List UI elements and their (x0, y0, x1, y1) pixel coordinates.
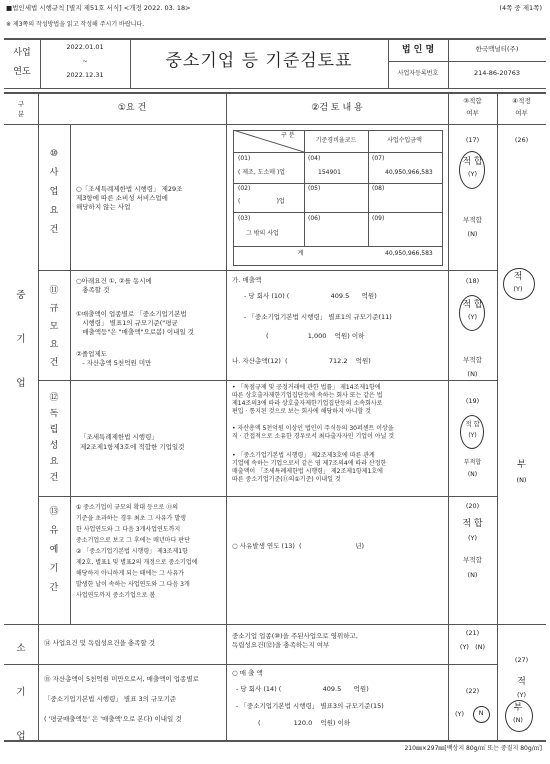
independence-r3: • 「중소기업기본법 시행령」 제2조제3호에 따른 관계 기업에 속하는 기업으로서 같은 영 제7조의4에 따라 산정한 매출액이 「조세특례제한법 시행령」 제2조제1항제1호에 따른 중소기업기준(⑪의①기준) 이내일 것 (232, 452, 387, 483)
row2-no2: (05) (308, 185, 321, 192)
small-b-col4-no: 부 (513, 703, 523, 713)
business-unfit-n: (N) (467, 230, 478, 238)
independence-col4-no: 부 (517, 460, 526, 470)
scale-rev-std: - 「중소기업기본법 시행령」 별표1의 규모기준(11) (244, 313, 392, 321)
scale-col4-y: (Y) (513, 285, 523, 293)
inner-header-revenue: 사업수입금액 (387, 137, 422, 144)
row1-code: 154901 (318, 169, 341, 176)
independence-unfit: 부적합 (463, 459, 482, 466)
scale-fit-y: (Y) (467, 313, 478, 321)
col-review: ②검 토 내 용 (311, 103, 363, 113)
independence-unfit-n: (N) (467, 471, 478, 478)
small-b-rev-title: ○ 매 출 액 (232, 669, 263, 677)
row1-no3: (07) (372, 155, 385, 162)
business-year-label-2: 연도 (13, 67, 31, 77)
business-year-label-1: 사업 (13, 48, 31, 58)
total-amount: 40,950,966,583 (385, 250, 433, 257)
col-fit3-sub: 여부 (466, 109, 479, 117)
grace-requirement: ① 중소기업이 규모의 확대 등으로 ⑪의 기준을 초과하는 경우 최초 그 사유가 발생 한 사업연도와 그 다음 3개사업연도까지 중소기업으로 보고 그 후에는 매년마다 판단 ② 「중소기업기본법 시행령」 제3조제1항 제2호, 별표1 및 별표2의 개정으로 중소기업에 해당하지 아니하게 되는 때에는 그 사유가 발생한 날이 속하는 사업연도와 그 다음 3개 사업연도까지 중소기업으로 봄 (76, 504, 198, 599)
small-b-fit-y: (Y) (455, 710, 465, 718)
small-b-req1: ⑮ 자산총액이 5천억원 미만으로서, 매출액이 업종별로 (44, 675, 199, 683)
scale-req3: ②졸업제도 - 자산총액 5천억원 미만 (76, 350, 152, 367)
small-a-col4-fit: 적 (517, 677, 526, 687)
independence-fit: 적 합 (465, 420, 480, 428)
independence-r1: • 「독점규제 및 공정거래에 관한 법률」 제14조제1항에 따른 상호출자제한기업집단등에 속하는 회사 또는 같은 법 제14조의3에 따라 상호출자제한기업집단등의 소속회사로 편입 · 통지된 것으로 보는 회사에 해당하지 아니할 것 (232, 384, 383, 415)
row1-no2: (04) (308, 155, 321, 162)
corp-name-label: 법 인 명 (401, 45, 435, 55)
small-b-req3: ( '평균매출액등' 은 '매출액'으로 본다) 이내일 것 (44, 715, 182, 723)
scale-label: ⑪ 규 모 요 건 (49, 286, 59, 368)
business-requirement: ○「조세특례제한법 시행령」 제29조 제3항에 따른 소비성 서비스업에 해당하지 않는 사업 (76, 185, 183, 211)
small-a-requirement: ⑭ 사업요건 및 독립성요건을 충족할 것 (44, 639, 156, 647)
small-b-rev-company: - 당 회사 (14) ( 409.5 억원) (236, 685, 369, 693)
independence-col4-n: (N) (516, 476, 527, 484)
col-fit3: ③적합 (463, 97, 482, 105)
paper-spec-footer: 210㎜×297㎜[백상지 80g/㎡ 또는 중질지 80g/㎡] (404, 745, 542, 752)
small-a-review: 중소기업 업종(⑩)을 주된사업으로 영위하고, 독립성요건(⑫)을 충족하는지 여부 (232, 632, 358, 649)
business-fit-y: (Y) (467, 170, 478, 178)
document-title: 중소기업 등 기준검토표 (165, 51, 353, 71)
business-col4-no: (26) (514, 136, 529, 144)
business-unfit: 부적합 (463, 216, 482, 224)
inner-header-code: 기준경비율코드 (315, 137, 357, 144)
scale-asset: 나. 자산총액(12) ( 712.2 억원) (232, 357, 371, 365)
row2-no3: (08) (372, 185, 385, 192)
period-end: 2022.12.31 (66, 71, 104, 79)
small-a-fit-no: (21) (465, 629, 480, 637)
independence-label: ⑫ 독 립 성 요 건 (49, 393, 59, 483)
grace-label: ⑬ 유 예 기 간 (49, 507, 59, 593)
business-fit: 적 합 (462, 157, 483, 167)
corp-name-value: 한국맥널티(주) (475, 45, 519, 53)
period-tilde: ~ (82, 57, 88, 65)
row1-no1: (01) (238, 155, 251, 162)
small-b-rev-std: - 「중소기업기본법 시행령」 별표3의 규모기준(15) (236, 702, 384, 710)
grace-fit-no: (20) (465, 502, 480, 510)
scale-req1: ○아래요건 ①, ②를 동시에 충족할 것 (76, 277, 152, 294)
small-a-fit-yn: (Y) (N) (459, 643, 486, 651)
grace-unfit-n: (N) (467, 571, 478, 579)
scale-fit-no: (18) (465, 277, 480, 285)
scale-fit: 적 합 (462, 300, 483, 310)
small-b-col4-n: (N) (513, 716, 523, 724)
scale-unfit-n: (N) (467, 370, 478, 378)
total-label: 계 (297, 250, 304, 257)
small-b-rev-std-amt: ( 120.0 억원) 이하 (258, 719, 351, 727)
small-b-fit-no: (22) (465, 687, 480, 695)
row1-kind: ( 제조, 도소매 )업 (238, 169, 286, 176)
inner-header-kind: 구 분 (281, 132, 295, 139)
form-reference: ■법인세법 시행규칙 [별지 제51호 서식] <개정 2022. 03. 18> (6, 4, 191, 12)
scale-col4-fit: 적 (513, 272, 523, 282)
small-a-col4-no: (27) (514, 656, 529, 664)
side-small: 소 기 업 (16, 643, 26, 742)
side-sme: 중 기 업 (16, 290, 26, 389)
scale-unfit: 부적합 (463, 356, 482, 364)
scale-req2: ①매출액이 업종별로 「중소기업기본법 시행령」 별표1의 규모기준("평균 매출액등"은 "매출액"으로봄) 이내일 것 (76, 310, 195, 336)
row3-no2: (06) (308, 215, 321, 222)
scale-rev-std-amt: ( 1,000 억원) 이하 (266, 332, 365, 340)
notice: ※ 제3쪽의 작성방법을 읽고 작성해 주시기 바랍니다. (6, 21, 145, 28)
reg-no-label: 사업자등록번호 (397, 70, 439, 77)
col-requirement: ①요 건 (117, 103, 147, 113)
independence-fit-y: (Y) (468, 432, 477, 439)
independence-r2: • 자산총액 5천억원 이상인 법인이 주식등의 30퍼센트 이상을 직 · 간접적으로 소유한 경우로서 최다출자자인 기업이 아닐 것 (232, 425, 395, 440)
small-a-col4-y: (Y) (516, 691, 527, 699)
row1-amount: 40,950,966,583 (385, 169, 433, 176)
scale-rev-title: 가. 매출액 (232, 276, 262, 284)
grace-fit: 적 합 (462, 519, 483, 529)
page-info: (4쪽 중 제1쪽) (499, 4, 542, 12)
independence-fit-no: (19) (465, 397, 480, 405)
row3-kind: 그 밖의 사업 (246, 230, 279, 237)
grace-unfit: 부적합 (463, 556, 482, 564)
period-start: 2022.01.01 (66, 43, 104, 51)
col-section: 구 분 (17, 100, 25, 118)
grace-fit-y: (Y) (467, 534, 478, 542)
grace-review: ○ 사유발생 연도 (13) ( 년) (232, 542, 365, 550)
scale-rev-company: - 당 회사 (10) ( 409.5 억원) (244, 292, 377, 300)
business-label: ⑩ 사 업 요 건 (49, 149, 59, 235)
col-fit4: ④적정 (512, 97, 531, 105)
row2-no1: (02) (238, 185, 251, 192)
business-fit-no: (17) (465, 136, 480, 144)
small-b-req2: 「중소기업기본법 시행령」 별표 3의 규모기준 (44, 695, 177, 703)
small-b-fit-n: N (478, 709, 484, 717)
reg-no-value: 214-86-20763 (473, 69, 521, 77)
row3-no3: (09) (372, 215, 385, 222)
row3-no1: (03) (238, 215, 251, 222)
independence-requirement: 「조세특례제한법 시행령」 제2조제1항제3호에 적합한 기업일것 (80, 433, 185, 451)
row2-kind: ( )업 (238, 198, 285, 205)
col-fit4-sub: 여부 (515, 109, 528, 117)
